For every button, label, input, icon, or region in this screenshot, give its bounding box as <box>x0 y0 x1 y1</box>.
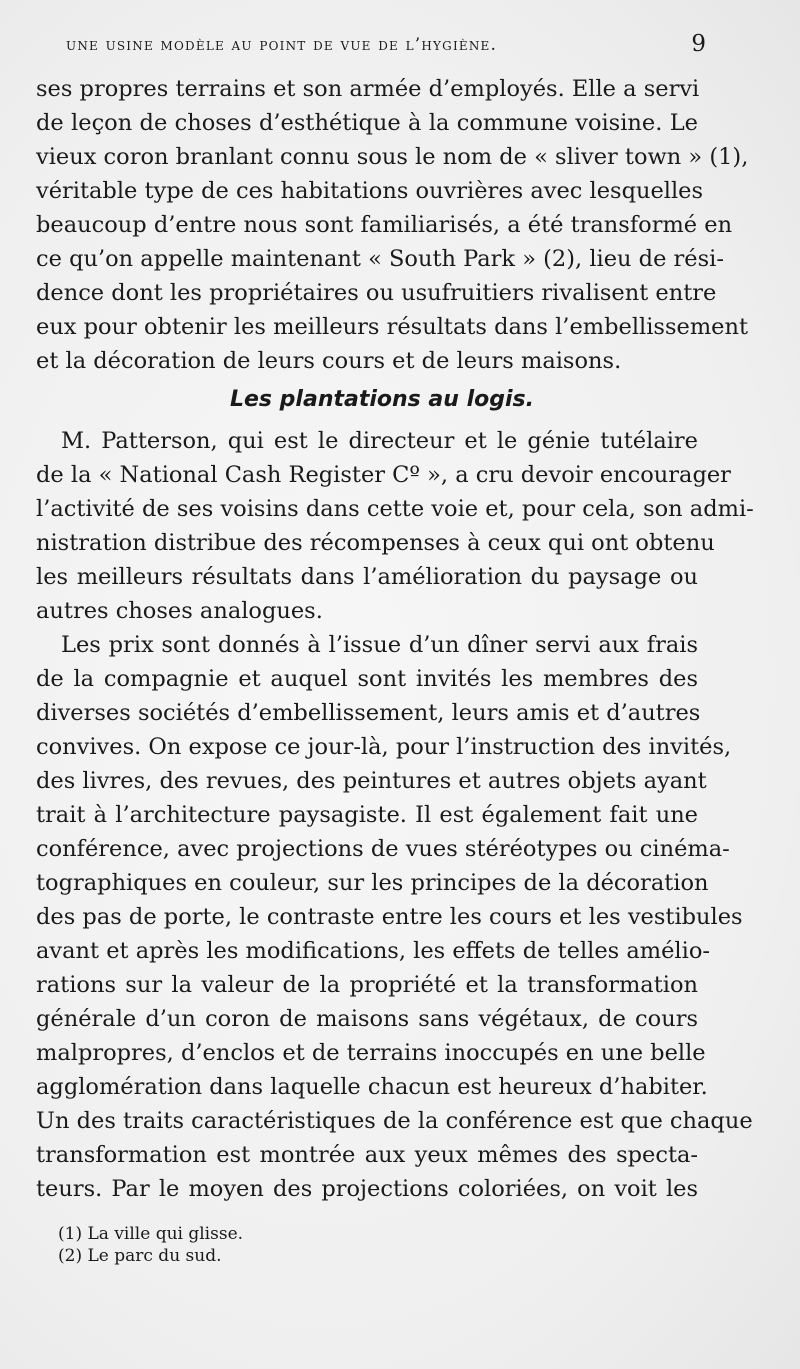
text-line: et la décoration de leurs cours et de leurs maisons. <box>36 348 622 374</box>
text-line: Un des traits caractéristiques de la conférence est que chaque <box>36 1108 753 1134</box>
text-line: conférence, avec projections de vues stéréotypes ou cinéma- <box>36 836 730 862</box>
text-line: ses propres terrains et son armée d’employés. Elle a servi <box>36 76 700 102</box>
text-line: des pas de porte, le contraste entre les cours et les vestibules <box>36 904 743 930</box>
text-line: beaucoup d’entre nous sont familiarisés, a été transformé en <box>36 212 733 238</box>
running-head-title: une usine modèle au point de vue de l’hygiène. <box>66 35 498 55</box>
paragraph-3 <box>36 628 753 1206</box>
text-line: nistration distribue des récompenses à ceux qui ont obtenu <box>36 530 715 556</box>
text-line: agglomération dans laquelle chacun est heureux d’habiter. <box>36 1074 708 1100</box>
text-line: des livres, des revues, des peintures et autres objets ayant <box>36 768 707 794</box>
footnotes <box>58 1223 658 1267</box>
text-line: de la compagnie et auquel sont invités les membres des <box>36 666 698 692</box>
text-line: de leçon de choses d’esthétique à la commune voisine. Le <box>36 110 698 136</box>
page-number: 9 <box>691 31 706 57</box>
text-line: transformation est montrée aux yeux mêmes des specta- <box>36 1142 698 1168</box>
text-line: véritable type de ces habitations ouvrières avec lesquelles <box>36 178 704 204</box>
text-line: ce qu’on appelle maintenant « South Park » (2), lieu de rési- <box>36 246 724 272</box>
body-text <box>36 72 754 1206</box>
text-line: de la « National Cash Register Cº », a cru devoir encourager <box>36 462 731 488</box>
text-line: avant et après les modifications, les effets de telles amélio- <box>36 938 710 964</box>
text-line: diverses sociétés d’embellissement, leurs amis et d’autres <box>36 700 701 726</box>
running-head <box>66 31 706 59</box>
text-line: rations sur la valeur de la propriété et la transformation <box>36 972 698 998</box>
text-line: convives. On expose ce jour-là, pour l’instruction des invités, <box>36 734 732 760</box>
text-line: autres choses analogues. <box>36 598 323 624</box>
text-line: eux pour obtenir les meilleurs résultats dans l’embellissement <box>36 314 749 340</box>
text-line: M. Patterson, qui est le directeur et le génie tutélaire <box>61 428 698 454</box>
text-line: tographiques en couleur, sur les principes de la décoration <box>36 870 709 896</box>
paragraph-1 <box>36 72 749 378</box>
section-heading: Les plantations au logis. <box>229 387 534 412</box>
footnote-2: (2) Le parc du sud. <box>58 1246 222 1266</box>
text-line: dence dont les propriétaires ou usufruitiers rivalisent entre <box>36 280 717 306</box>
footnote-1: (1) La ville qui glisse. <box>58 1224 244 1244</box>
text-line: trait à l’architecture paysagiste. Il est également fait une <box>36 802 698 828</box>
text-line: vieux coron branlant connu sous le nom de « sliver town » (1), <box>36 144 749 170</box>
text-line: les meilleurs résultats dans l’amélioration du paysage ou <box>36 564 698 590</box>
paragraph-2 <box>36 424 754 628</box>
text-line: l’activité de ses voisins dans cette voie et, pour cela, son admi- <box>36 496 754 522</box>
text-line: malpropres, d’enclos et de terrains inoccupés en une belle <box>36 1040 706 1066</box>
text-line: Les prix sont donnés à l’issue d’un dîner servi aux frais <box>61 632 698 658</box>
text-line: teurs. Par le moyen des projections coloriées, on voit les <box>36 1176 698 1202</box>
text-line: générale d’un coron de maisons sans végétaux, de cours <box>36 1006 698 1032</box>
